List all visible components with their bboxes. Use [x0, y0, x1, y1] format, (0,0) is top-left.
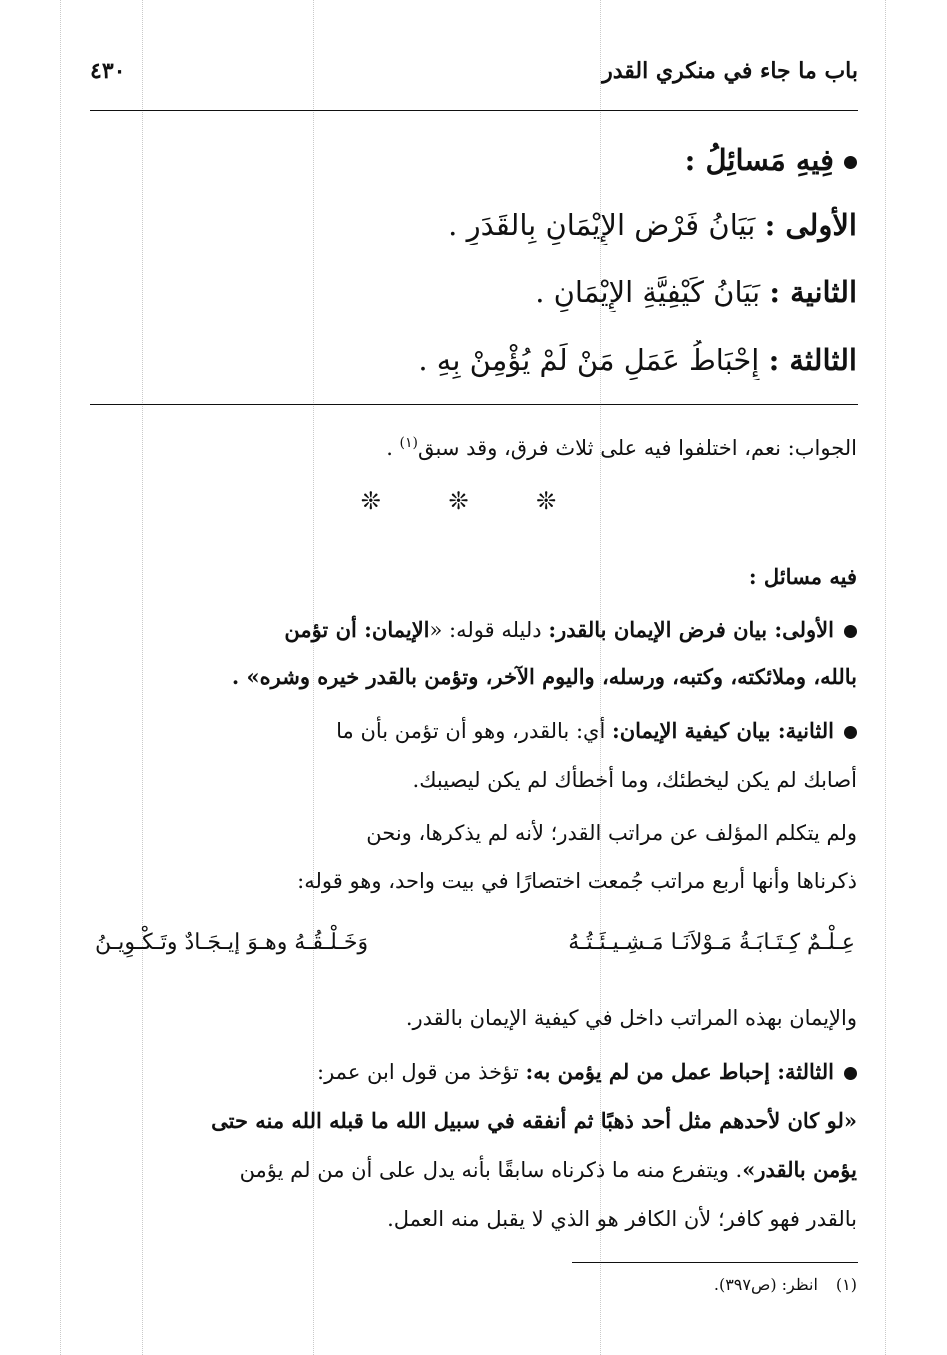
question-2: الثانية : بَيَانُ كَيْفِيَّةِ الإِيْمَانِ .: [535, 275, 857, 309]
para1-line2: بالله، وملائكته، وكتبه، ورسله، واليوم الآخر، وتؤمن بالقدر خيره وشره» .: [231, 664, 857, 689]
question-3: الثالثة : إِحْبَاطُ عَمَلِ مَنْ لَمْ يُؤْمِنْ بِهِ .: [418, 343, 857, 377]
section-rule: [90, 404, 858, 405]
questions-heading: فِيهِ مَسائِلُ :: [89, 140, 857, 180]
footnote: [89, 1275, 857, 1294]
para2-line2: أصابك لم يكن ليخطئك، وما أخطأك لم يكن ليصيبك.: [412, 768, 857, 792]
bullet-icon: [844, 1067, 857, 1080]
para5-line3: يؤمن بالقدر». ويتفرع منه ما ذكرناه سابقًا بأنه يدل على أن من لم يؤمن: [239, 1157, 857, 1182]
bullet-icon: [844, 726, 857, 739]
para1-line1: الأولى: بيان فرض الإيمان بالقدر: دليله قوله: «الإيمان: أن تؤمن: [89, 615, 857, 645]
question-1: الأولى : بَيَانُ فَرْضِ الإِيْمَانِ بِالقَدَرِ .: [448, 208, 857, 242]
running-header: [90, 58, 858, 92]
section-separator: ❊ ❊ ❊: [360, 487, 587, 515]
page-number: ٤٣٠: [90, 58, 126, 84]
bullet-icon: [844, 156, 857, 169]
para4: والإيمان بهذه المراتب داخل في كيفية الإيمان بالقدر.: [405, 1006, 857, 1030]
poem-second-hemistich: وَخَـلْـقُـهُ وهـوَ إيـجَـادٌ وتَـكْـوِيـنُ: [95, 930, 369, 955]
bullet-icon: [844, 625, 857, 638]
footnote-rule: [572, 1262, 858, 1263]
para5-line2: «لو كان لأحدهم مثل أحد ذهبًا ثم أنفقه في سبيل الله ما قبله الله منه حتى: [211, 1108, 857, 1133]
para3-line1: ولم يتكلم المؤلف عن مراتب القدر؛ لأنه لم يذكرها، ونحن: [366, 821, 857, 845]
chapter-title: باب ما جاء في منكري القدر: [602, 58, 858, 84]
poem-first-hemistich: عِـلْـمٌ كِـتَـابَـةُ مَـوْلاَنَـا مَـشِـيـئَـتُـهُ: [568, 930, 855, 955]
para5-line4: بالقدر فهو كافر؛ لأن الكافر هو الذي لا يقبل منه العمل.: [387, 1207, 857, 1231]
para5-line1: الثالثة: إحباط عمل من لم يؤمن به: تؤخذ من قول ابن عمر:: [89, 1057, 857, 1087]
para3-line2: ذكرناها وأنها أربع مراتب جُمعت اختصارًا في بيت واحد، وهو قوله:: [297, 869, 857, 893]
para2-line1: الثانية: بيان كيفية الإيمان: أي: بالقدر، وهو أن تؤمن بأن ما: [89, 716, 857, 746]
answer-line: الجواب: نعم، اختلفوا فيه على ثلاث فرق، وقد سبق$^{(١)}$ .: [386, 435, 857, 460]
footnote-text: انظر: (ص٣٩٧).: [713, 1275, 818, 1294]
commentary-heading: فيه مسائل :: [748, 564, 857, 589]
footnote-ref: (١): [399, 435, 419, 451]
header-rule: [90, 110, 858, 111]
poem-verse: [95, 930, 855, 970]
footnote-number: (١): [835, 1275, 857, 1294]
